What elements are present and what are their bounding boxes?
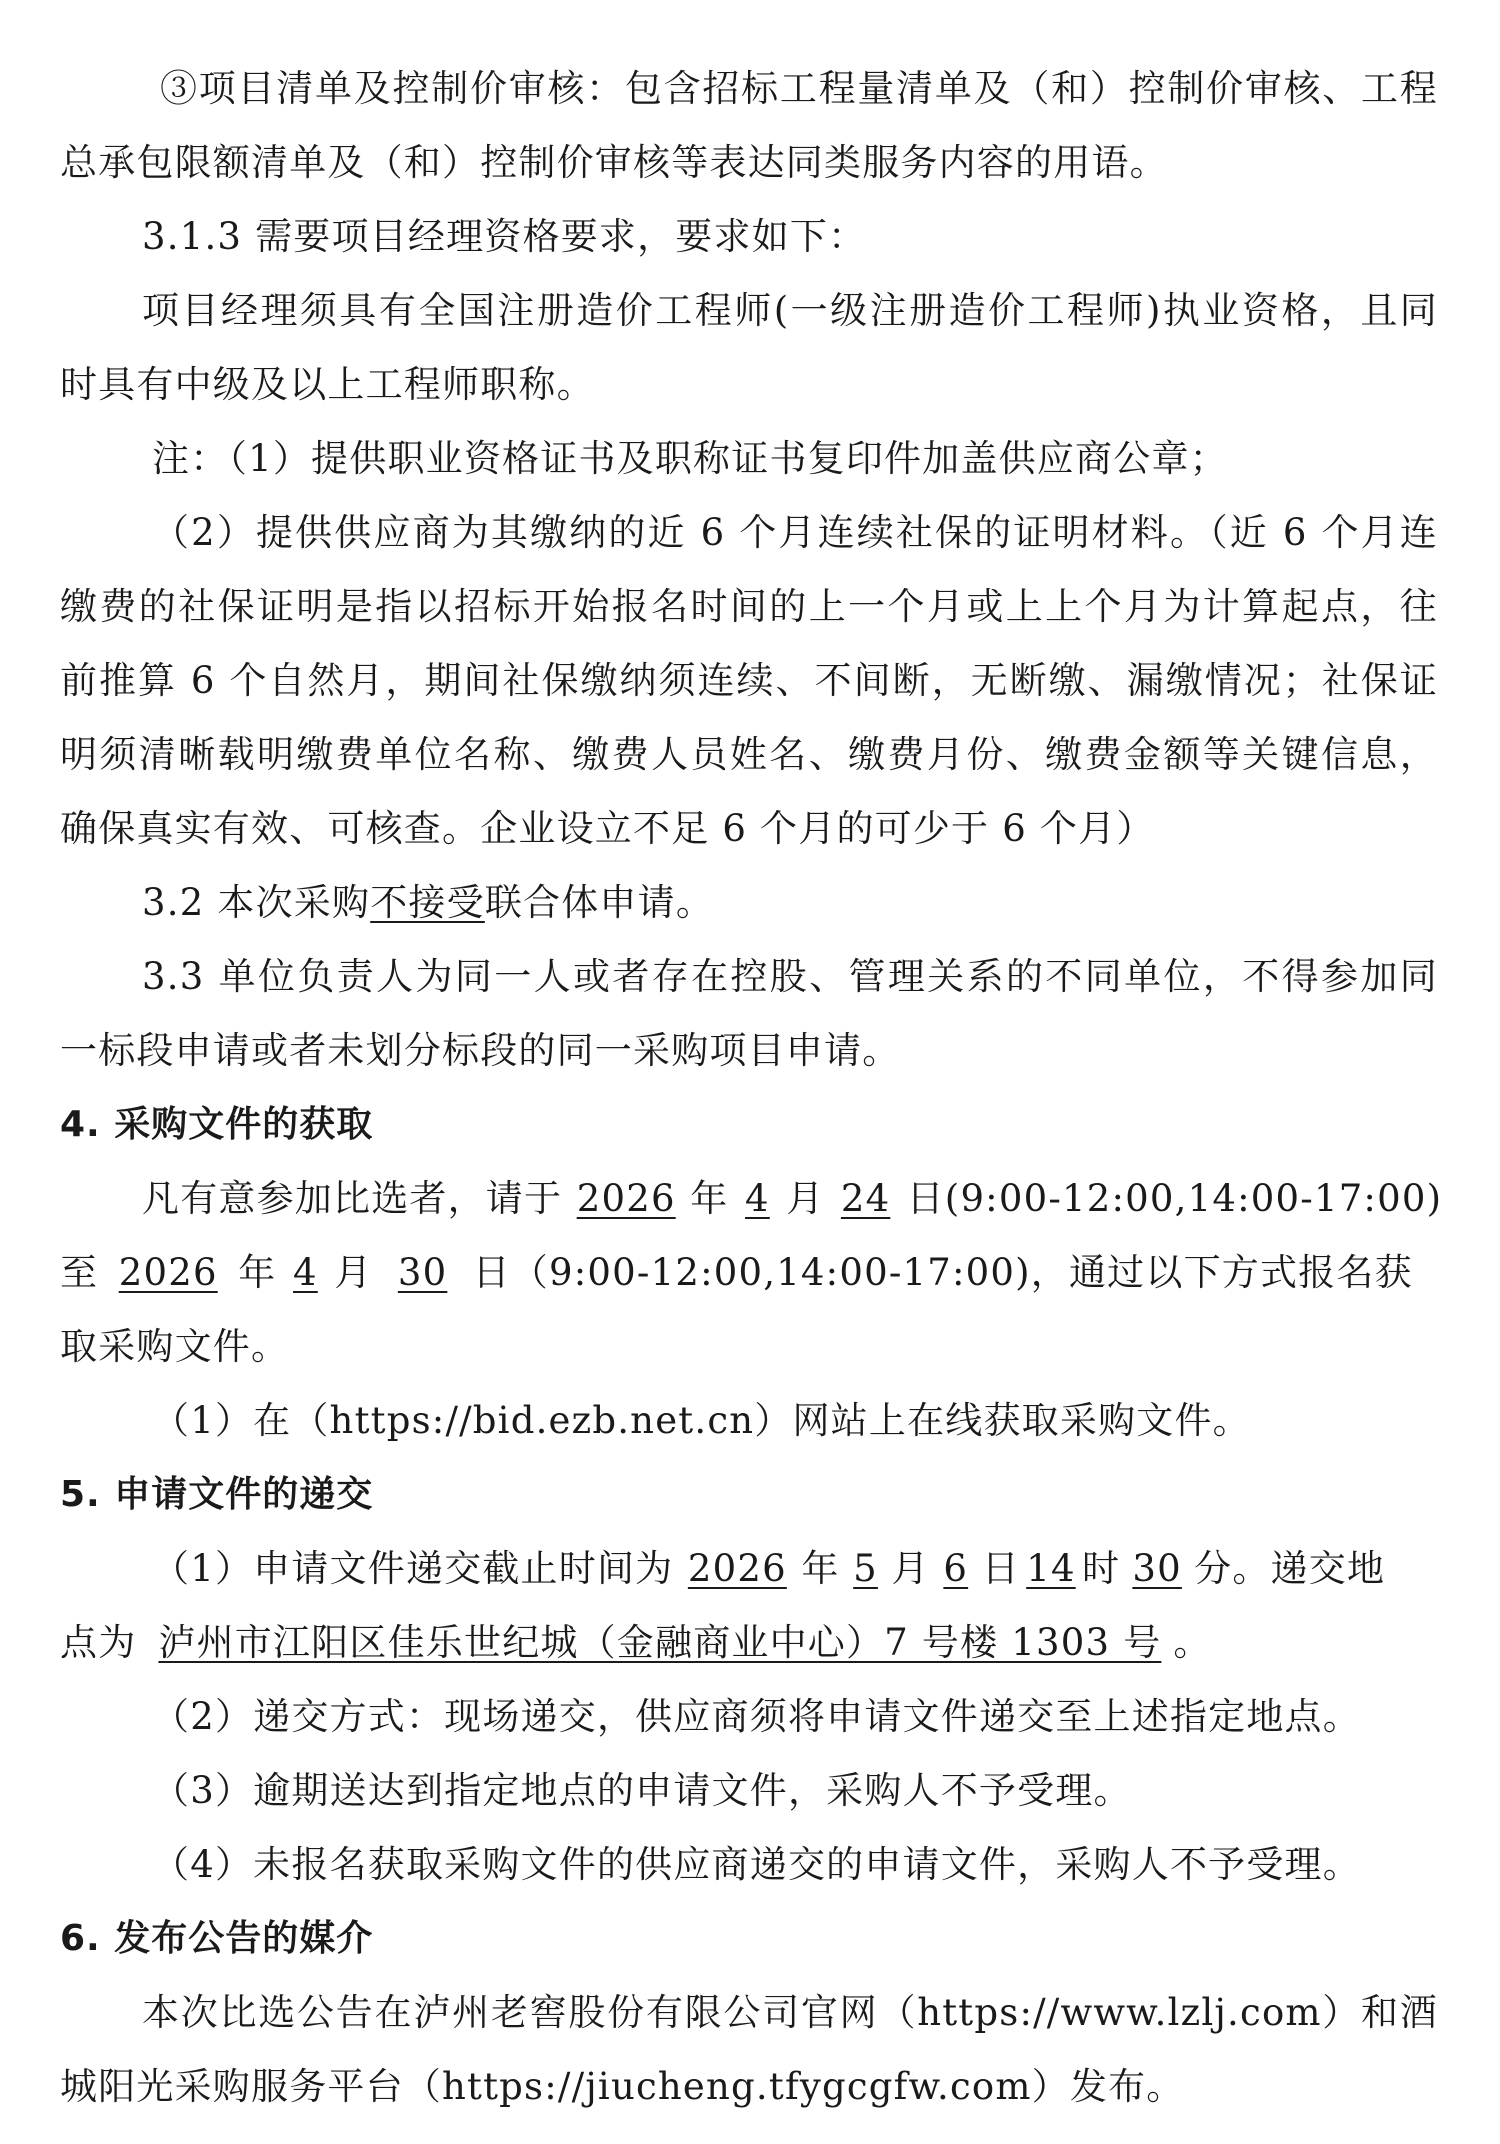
paragraph-pm-line2: 时具有中级及以上工程师职称。 (60, 363, 595, 406)
section-5-item2: （2）递交方式：现场递交，供应商须将申请文件递交至上述指定地点。 (152, 1695, 1361, 1738)
s4-year-1: 2026 (576, 1177, 676, 1220)
s5-minute: 30 (1132, 1547, 1182, 1590)
s4-month-1: 4 (745, 1177, 770, 1220)
note-2-line2: 缴费的社保证明是指以招标开始报名时间的上一个月或上上个月为计算起点，往 (60, 585, 1438, 628)
section-heading-4: 4. 采购文件的获取 (60, 1104, 374, 1145)
section-4-line2 (60, 1236, 1438, 1310)
paragraph-item3-line1: ③项目清单及控制价审核：包含招标工程量清单及（和）控制价审核、工程 (160, 67, 1438, 110)
document-page (60, 52, 1443, 2124)
note-2-line3: 前推算 6 个自然月，期间社保缴纳须连续、不间断，无断缴、漏缴情况；社保证 (60, 659, 1438, 702)
note-2-line4: 明须清晰载明缴费单位名称、缴费人员姓名、缴费月份、缴费金额等关键信息， (60, 733, 1438, 776)
section-6-line2: 城阳光采购服务平台（https://jiucheng.tfygcgfw.com）发布。 (60, 2065, 1185, 2108)
section-4-line3: 取采购文件。 (60, 1325, 290, 1368)
s4-text-d: 日(9:00-12:00,14:00-17:00) (906, 1177, 1443, 1220)
s5-text-h: 。 (1173, 1621, 1212, 1664)
s5-address: 泸州市江阳区佳乐世纪城（金融商业中心）7 号楼 1303 号 (158, 1621, 1162, 1664)
paragraph-3-1-3: 3.1.3 需要项目经理资格要求，要求如下： (142, 215, 867, 258)
section-4-online: （1）在（https://bid.ezb.net.cn）网站上在线获取采购文件。 (152, 1399, 1251, 1442)
paragraph-3-2-suffix: 联合体申请。 (484, 881, 715, 924)
s4-text-h: 日（9:00-12:00,14:00-17:00)，通过以下方式报名获 (472, 1251, 1413, 1294)
s4-text-a: 凡有意参加比选者，请于 (142, 1177, 563, 1220)
paragraph-3-2-prefix: 3.2 本次采购 (142, 881, 371, 924)
s4-day-2: 30 (397, 1251, 448, 1294)
s5-text-c: 月 (891, 1547, 930, 1590)
section-4-line1 (60, 1162, 1443, 1236)
note-1: 注：（1）提供职业资格证书及职称证书复印件加盖供应商公章； (152, 437, 1228, 480)
s4-day-1: 24 (840, 1177, 891, 1220)
section-6-line1: 本次比选公告在泸州老窖股份有限公司官网（https://www.lzlj.com）和酒 (142, 1991, 1438, 2034)
section-5-line2 (60, 1606, 1438, 1680)
section-5-item3: （3）逾期送达到指定地点的申请文件，采购人不予受理。 (152, 1769, 1132, 1812)
s5-text-d: 日 (981, 1547, 1020, 1590)
s5-text-a: （1）申请文件递交截止时间为 (152, 1547, 674, 1590)
s5-text-b: 年 (801, 1547, 840, 1590)
paragraph-pm-line1: 项目经理须具有全国注册造价工程师(一级注册造价工程师)执业资格，且同 (142, 289, 1438, 332)
section-heading-6: 6. 发布公告的媒介 (60, 1918, 374, 1959)
s4-text-g: 月 (334, 1251, 373, 1294)
s4-text-c: 月 (786, 1177, 825, 1220)
s5-day: 6 (943, 1547, 969, 1590)
s5-text-g: 点为 (60, 1621, 137, 1664)
s4-text-e: 至 (60, 1251, 99, 1294)
paragraph-3-3-line2: 一标段申请或者未划分标段的同一采购项目申请。 (60, 1029, 901, 1072)
s4-text-f: 年 (238, 1251, 277, 1294)
section-heading-5: 5. 申请文件的递交 (60, 1474, 374, 1515)
s5-text-e: 时 (1081, 1547, 1121, 1590)
paragraph-item3-line2: 总承包限额清单及（和）控制价审核等表达同类服务内容的用语。 (60, 141, 1168, 184)
note-2-line5: 确保真实有效、可核查。企业设立不足 6 个月的可少于 6 个月） (60, 807, 1155, 850)
paragraph-3-3-line1: 3.3 单位负责人为同一人或者存在控股、管理关系的不同单位，不得参加同 (142, 955, 1438, 998)
section-5-item4: （4）未报名获取采购文件的供应商递交的申请文件，采购人不予受理。 (152, 1843, 1361, 1886)
s5-hour: 14 (1026, 1547, 1076, 1590)
paragraph-3-2-underlined: 不接受 (370, 881, 485, 924)
section-5-line1 (60, 1532, 1438, 1606)
s5-year: 2026 (687, 1547, 787, 1590)
note-2-line1: （2）提供供应商为其缴纳的近 6 个月连续社保的证明材料。（近 6 个月连 (152, 511, 1438, 554)
paragraph-3-2 (60, 866, 1438, 940)
s4-text-b: 年 (690, 1177, 729, 1220)
s4-month-2: 4 (293, 1251, 318, 1294)
s5-month: 5 (853, 1547, 878, 1590)
s4-year-2: 2026 (118, 1251, 218, 1294)
s5-text-f: 分。递交地 (1194, 1547, 1386, 1590)
